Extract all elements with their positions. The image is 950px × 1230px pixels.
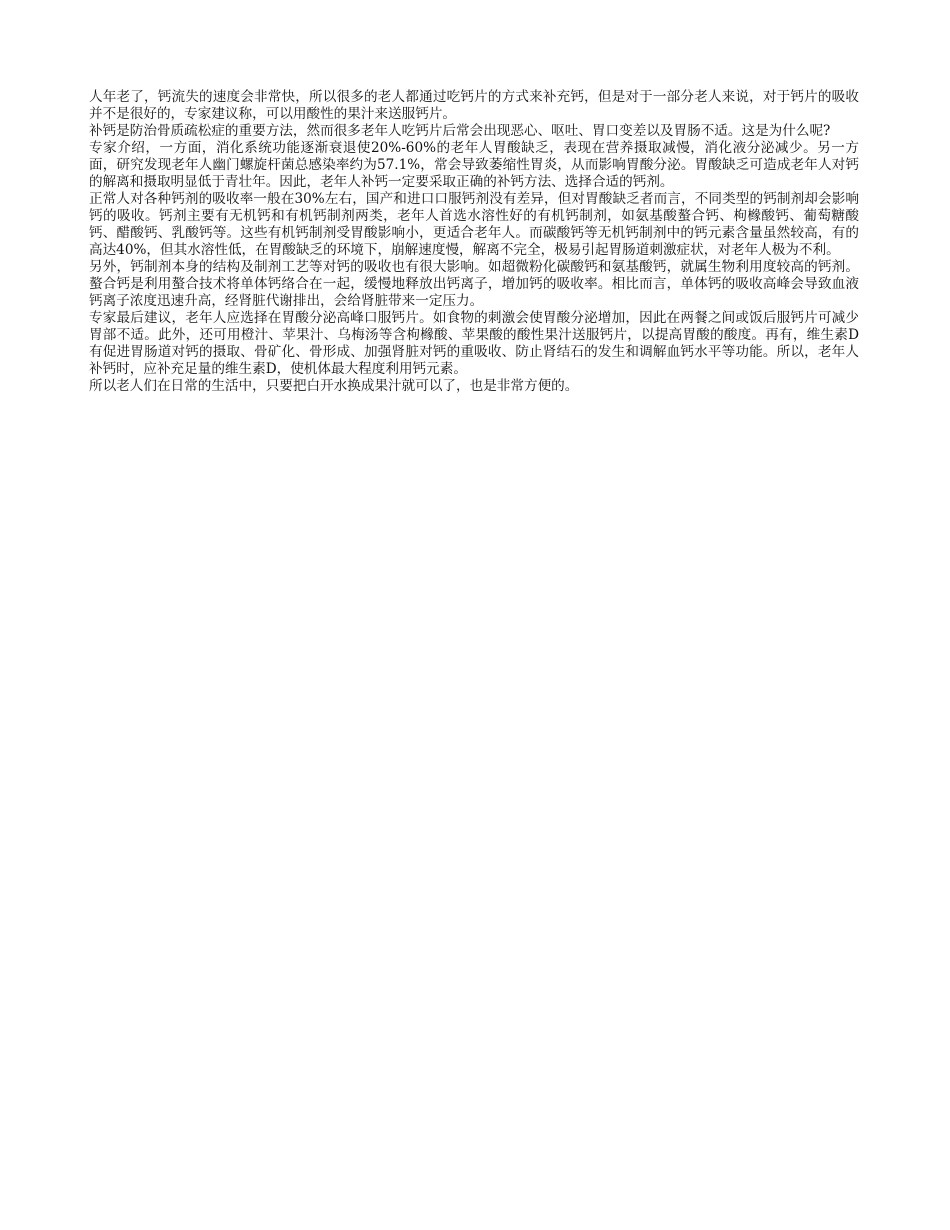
paragraph-expert-advice: 专家最后建议，老年人应选择在胃酸分泌高峰口服钙片。如食物的刺激会使胃酸分泌增加，因此在两餐之间或饭后服钙片可减少胃部不适。此外，还可用橙汁、苹果汁、乌梅汤等含枸橼酸、苹果酸的酸性果汁送服钙片，以提高胃酸的酸度。再有，维生素D有促进胃肠道对钙的摄取、骨矿化、骨形成、加强肾脏对钙的重吸收、防止肾结石的发生和调解血钙水平等功能。所以，老年人补钙时，应补充足量的维生素D，使机体最大程度利用钙元素。 (89, 310, 859, 377)
document-body (89, 89, 859, 395)
paragraph-expert-intro: 专家介绍，一方面，消化系统功能逐渐衰退使20%-60%的老年人胃酸缺乏，表现在营养摄取减慢，消化液分泌减少。另一方面，研究发现老年人幽门螺旋杆菌总感染率约为57.1%，常会导致萎缩性胃炎，从而影响胃酸分泌。胃酸缺乏可造成老年人对钙的解离和摄取明显低于青壮年。因此，老年人补钙一定要采取正确的补钙方法、选择合适的钙剂。 (89, 140, 859, 190)
paragraph-intro: 人年老了，钙流失的速度会非常快，所以很多的老人都通过吃钙片的方式来补充钙，但是对于一部分老人来说，对于钙片的吸收并不是很好的，专家建议称，可以用酸性的果汁来送服钙片。 (89, 89, 859, 122)
paragraph-absorption-rate: 正常人对各种钙剂的吸收率一般在30%左右，国产和进口口服钙剂没有差异，但对胃酸缺乏者而言，不同类型的钙制剂却会影响钙的吸收。钙剂主要有无机钙和有机钙制剂两类，老年人首选水溶性好的有机钙制剂，如氨基酸螯合钙、枸橼酸钙、葡萄糖酸钙、醋酸钙、乳酸钙等。这些有机钙制剂受胃酸影响小，更适合老年人。而碳酸钙等无机钙制剂中的钙元素含量虽然较高，有的高达40%，但其水溶性低，在胃酸缺乏的环境下，崩解速度慢，解离不完全，极易引起胃肠道刺激症状，对老年人极为不利。 (89, 191, 859, 258)
paragraph-conclusion: 所以老人们在日常的生活中，只要把白开水换成果汁就可以了，也是非常方便的。 (89, 378, 579, 394)
paragraph-formulation: 另外，钙制剂本身的结构及制剂工艺等对钙的吸收也有很大影响。如超微粉化碳酸钙和氨基酸钙，就属生物利用度较高的钙剂。螯合钙是利用螯合技术将单体钙络合在一起，缓慢地释放出钙离子，增加钙的吸收率。相比而言，单体钙的吸收高峰会导致血液钙离子浓度迅速升高，经肾脏代谢排出，会给肾脏带来一定压力。 (89, 259, 859, 309)
paragraph-question: 补钙是防治骨质疏松症的重要方法，然而很多老年人吃钙片后常会出现恶心、呕吐、胃口变差以及胃肠不适。这是为什么呢? (89, 123, 831, 139)
